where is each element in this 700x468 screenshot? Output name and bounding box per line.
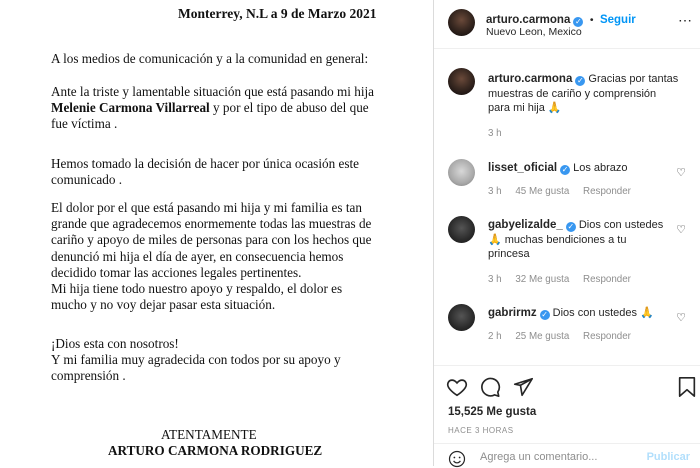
avatar[interactable]	[448, 9, 475, 36]
p3-line: mucho y no voy dejar pasar esta situación.	[51, 297, 276, 313]
letter-paragraph-3	[51, 200, 371, 313]
verified-badge-icon: ✓	[567, 222, 575, 231]
reply-button[interactable]: Responder	[583, 186, 631, 197]
comment-time: 2 h	[488, 331, 502, 342]
comment	[434, 155, 700, 203]
verified-badge-icon: ✓	[577, 76, 584, 85]
p4-line: ¡Dios esta con nosotros!	[51, 336, 179, 351]
bookmark-icon[interactable]	[677, 376, 697, 398]
comment-like-icon[interactable]: ♡	[676, 167, 686, 179]
p3-line: El dolor por el que está pasando mi hija y mi familia es tan	[51, 200, 362, 215]
add-comment-bar	[434, 443, 700, 468]
comment	[434, 300, 700, 348]
p1-line	[51, 100, 374, 116]
salutation-text: A los medios de comunicación y a la comunidad en general:	[51, 51, 369, 66]
letter-header	[178, 6, 376, 22]
caption-text: muestras de cariño y comprensión	[488, 87, 657, 100]
comment-like-icon[interactable]: ♡	[676, 312, 686, 324]
signer-name: ARTURO CARMONA RODRIGUEZ	[108, 443, 323, 458]
closing-text: ATENTAMENTE	[161, 427, 257, 442]
comment-text: Los abrazo	[573, 162, 628, 174]
p3-line: cariño y apoyo de miles de personas para con los hechos que	[51, 232, 372, 248]
reply-button[interactable]: Responder	[583, 274, 631, 285]
post-actions	[434, 365, 700, 467]
caption-time: 3 h	[488, 128, 502, 139]
avatar[interactable]	[448, 68, 475, 95]
comment-text: muchas bendiciones a tu	[504, 233, 627, 246]
caption-username[interactable]: arturo.carmona	[488, 73, 573, 85]
pray-emoji: 🙏	[547, 102, 562, 114]
comment-text: Dios con ustedes	[552, 307, 638, 319]
follow-button[interactable]: Seguir	[599, 14, 636, 26]
letter-signer	[108, 443, 322, 459]
post-sidebar	[434, 0, 700, 466]
comment-text: Dios con ustedes	[578, 219, 664, 231]
pray-emoji: 🙏	[488, 233, 502, 246]
comment-input[interactable]: Agrega un comentario...	[480, 451, 598, 463]
separator-dot: •	[589, 14, 594, 26]
comment	[434, 212, 700, 290]
pray-emoji: 🙏	[640, 307, 654, 319]
letter-paragraph-2	[51, 156, 359, 188]
p2-line: Hemos tomado la decisión de hacer por única ocasión este	[51, 156, 359, 171]
location-link[interactable]: Nuevo Leon, Mexico	[486, 26, 582, 38]
comment-likes[interactable]: 45 Me gusta	[515, 186, 570, 197]
letter-date: Monterrey, N.L a 9 de Marzo 2021	[178, 6, 377, 21]
letter-paragraph-1	[51, 84, 374, 133]
comment-likes[interactable]: 25 Me gusta	[515, 331, 570, 342]
share-icon[interactable]	[512, 376, 534, 398]
verified-badge-icon: ✓	[575, 17, 582, 26]
caption-text: Gracias por tantas	[588, 73, 679, 85]
p1-line: Ante la triste y lamentable situación que está pasando mi hija	[51, 84, 374, 99]
comment-like-icon[interactable]: ♡	[676, 224, 686, 236]
comment-text: princesa	[488, 248, 530, 260]
letter-salutation	[51, 51, 368, 67]
avatar[interactable]	[448, 216, 475, 243]
comment-username[interactable]: gabrirmz	[488, 307, 537, 319]
avatar[interactable]	[448, 159, 475, 186]
reply-button[interactable]: Responder	[583, 331, 631, 342]
p3-line: decidido tomar las acciones legales pertinentes.	[51, 264, 302, 280]
comment-icon[interactable]	[479, 376, 501, 398]
p4-line: Y mi familia muy agradecida con todos por su apoyo y	[51, 352, 341, 368]
caption-text: para mi hija	[488, 102, 545, 114]
comment-likes[interactable]: 32 Me gusta	[515, 274, 570, 285]
author-username[interactable]: arturo.carmona	[486, 14, 571, 26]
p3-line: grande que agradecemos enormemente todas las muestras de	[51, 216, 372, 232]
verified-badge-icon: ✓	[541, 310, 548, 319]
more-options-icon[interactable]: ⋯	[678, 12, 692, 28]
p3-line: denunció mi hija el día de ayer, en consecuencia hemos	[51, 248, 344, 264]
comment-username[interactable]: gabyelizalde_	[488, 219, 563, 231]
p1-line: fue víctima .	[51, 116, 118, 132]
p1-line-rest: y por el tipo de abuso del que	[209, 100, 369, 116]
avatar[interactable]	[448, 304, 475, 331]
p3-line: Mi hija tiene todo nuestro apoyo y respaldo, el dolor es	[51, 281, 343, 297]
post-time: HACE 3 HORAS	[448, 426, 514, 435]
daughter-name: Melenie Carmona Villarreal	[51, 100, 210, 116]
comment-time: 3 h	[488, 186, 502, 197]
heart-icon[interactable]	[446, 376, 468, 398]
comment-username[interactable]: lisset_oficial	[488, 162, 558, 174]
emoji-icon[interactable]	[448, 450, 466, 468]
p2-line: comunicado .	[51, 172, 123, 188]
letter-paragraph-4	[51, 336, 341, 385]
publish-button[interactable]: Publicar	[646, 451, 690, 463]
letter-closing	[161, 427, 257, 443]
verified-badge-icon: ✓	[561, 165, 569, 174]
comment-time: 3 h	[488, 274, 502, 285]
p4-line: comprensión .	[51, 368, 126, 384]
post-header	[434, 0, 700, 49]
likes-count[interactable]: 15,525 Me gusta	[448, 406, 537, 418]
